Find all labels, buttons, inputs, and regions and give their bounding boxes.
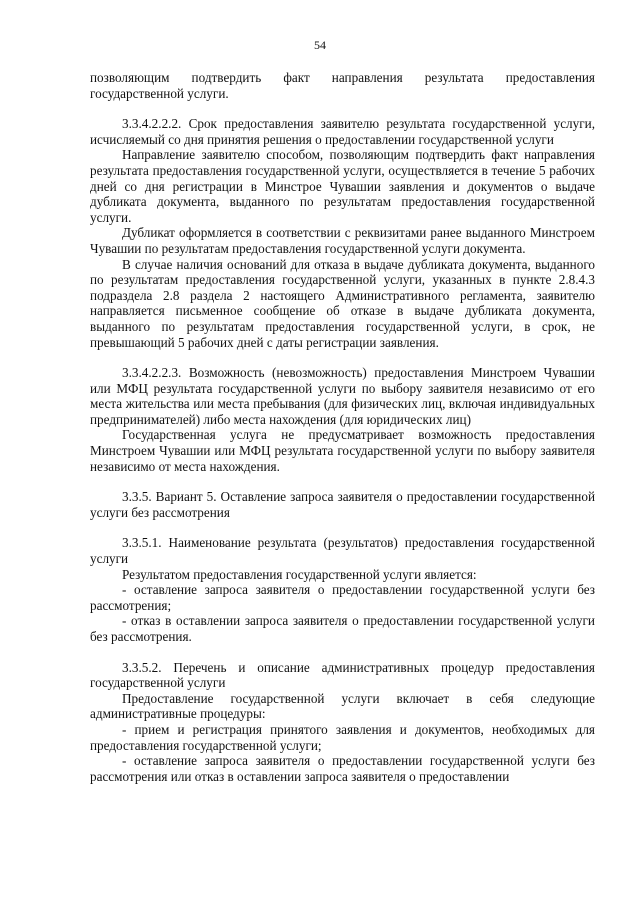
paragraph: - отказ в оставлении запроса заявителя о предоставлении государственной услуги без рассмотрения. [90,613,595,644]
paragraph: - оставление запроса заявителя о предоставлении государственной услуги без рассмотрения; [90,582,595,613]
paragraph: - прием и регистрация принятого заявления и документов, необходимых для предоставления государственной услуги; [90,721,595,753]
paragraph: 3.3.5. Вариант 5. Оставление запроса заявителя о предоставлении государственной услуги без рассмотрения [90,489,595,520]
paragraph: Предоставление государственной услуги включает в себя следующие административные процедуры: [90,690,595,722]
paragraph: В случае наличия оснований для отказа в выдаче дубликата документа, выданного по результатам предоставления государственной услуги, указанных в пункте 2.8.4.3 подраздела 2.8 раздела 2 настоящего Административного регламента, заявителю направляется письменное сообщение об отказе в выдаче дубликата документа, выданного по результатам предоставления государственной услуги, в срок, не превышающий 5 рабочих дней с даты регистрации заявления. [90,256,595,350]
paragraph: Результатом предоставления государственной услуги является: [122,566,477,582]
paragraph: - оставление запроса заявителя о предоставлении государственной услуги без рассмотрения или отказ в оставлении запроса заявителя о предоставлении [90,753,595,784]
paragraph: Государственная услуга не предусматривает возможность предоставления Минстроем Чувашии или МФЦ результата государственной услуги по выбору заявителя независимо от места нахождения. [90,427,595,474]
paragraph: 3.3.4.2.2.3. Возможность (невозможность) предоставления Минстроем Чувашии или МФЦ результата государственной услуги по выбору заявителя независимо от его места жительства или места пребывания (для физических лиц, включая индивидуальных предпринимателей) либо места нахождения (для юридических лиц) [90,365,595,427]
paragraph: Направление заявителю способом, позволяющим подтвердить факт направления результата предоставления государственной услуги, осуществляется в течение 5 рабочих дней со дня регистрации в Минстрое Чувашии заявления и документов о выдаче дубликата документа, выданного по результатам предоставления государственной услуги. [90,147,595,225]
paragraph: 3.3.5.1. Наименование результата (результатов) предоставления государственной услуги [90,535,595,567]
paragraph: 3.3.4.2.2.2. Срок предоставления заявителю результата государственной услуги, исчисляемый со дня принятия решения о предоставлении государственной услуги [90,116,595,147]
paragraph: 3.3.5.2. Перечень и описание административных процедур предоставления государственной услуги [90,659,595,691]
page-number: 54 [314,38,326,52]
document-body [90,70,595,784]
paragraph: Дубликат оформляется в соответствии с реквизитами ранее выданного Минстроем Чувашии по результатам предоставления государственной услуги документа. [90,225,595,256]
paragraph: позволяющим подтвердить факт направления результата предоставления государственной услуги. [90,70,595,101]
